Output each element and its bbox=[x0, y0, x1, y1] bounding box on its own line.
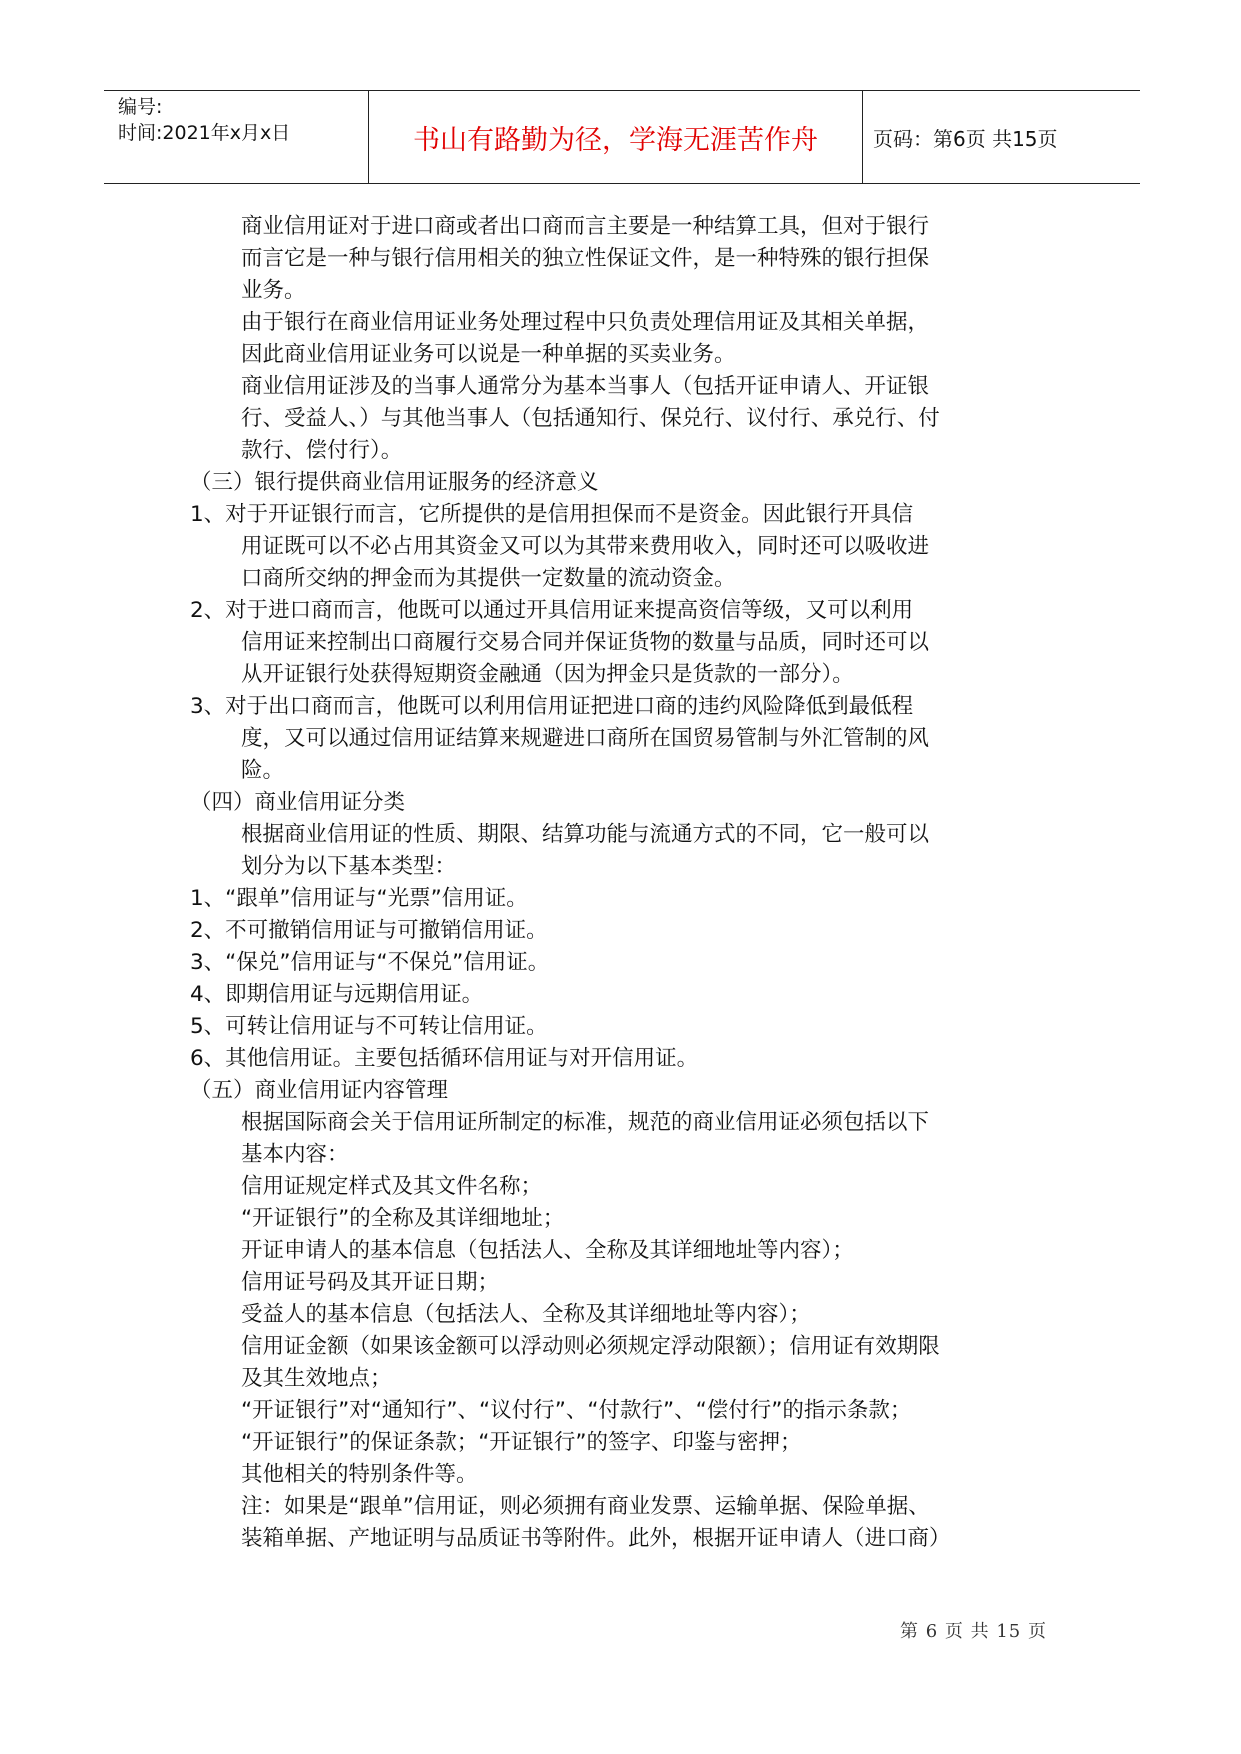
text-line: “开证银行”对“通知行”、“议付行”、“付款行”、“偿付行”的指示条款； bbox=[241, 1398, 912, 1423]
text-line: 及其生效地点； bbox=[241, 1366, 392, 1391]
text-line: 因此商业信用证业务可以说是一种单据的买卖业务。 bbox=[241, 342, 736, 367]
list-item: 5、可转让信用证与不可转让信用证。 bbox=[190, 1014, 548, 1039]
text-line: 根据国际商会关于信用证所制定的标准，规范的商业信用证必须包括以下 bbox=[241, 1110, 930, 1135]
header-meta bbox=[104, 91, 368, 183]
text-line: 度，又可以通过信用证结算来规避进口商所在国贸易管制与外汇管制的风 bbox=[241, 726, 930, 751]
list-item: 2、对于进口商而言，他既可以通过开具信用证来提高资信等级，又可以利用 bbox=[190, 598, 914, 623]
page-header bbox=[104, 90, 1140, 184]
list-item: 1、“跟单”信用证与“光票”信用证。 bbox=[190, 886, 528, 911]
page-info: 页码：第6页 共15页 bbox=[873, 126, 1058, 151]
text-line: 装箱单据、产地证明与品质证书等附件。此外，根据开证申请人（进口商） bbox=[241, 1526, 951, 1551]
text-line: 信用证金额（如果该金额可以浮动则必须规定浮动限额）；信用证有效期限 bbox=[241, 1334, 940, 1359]
text-line: 而言它是一种与银行信用相关的独立性保证文件，是一种特殊的银行担保 bbox=[241, 246, 930, 271]
text-line: 由于银行在商业信用证业务处理过程中只负责处理信用证及其相关单据， bbox=[241, 310, 930, 335]
text-line: 口商所交纳的押金而为其提供一定数量的流动资金。 bbox=[241, 566, 736, 591]
section-heading: （四）商业信用证分类 bbox=[190, 790, 406, 815]
text-line: 划分为以下基本类型： bbox=[241, 854, 457, 879]
text-line: 商业信用证涉及的当事人通常分为基本当事人（包括开证申请人、开证银 bbox=[241, 374, 930, 399]
text-line: 款行、偿付行）。 bbox=[241, 438, 403, 463]
list-item: 4、即期信用证与远期信用证。 bbox=[190, 982, 484, 1007]
text-line: “开证银行”的保证条款；“开证银行”的签字、印鉴与密押； bbox=[241, 1430, 802, 1455]
text-line: 从开证银行处获得短期资金融通（因为押金只是货款的一部分）。 bbox=[241, 662, 854, 687]
time-label: 时间:2021年x月x日 bbox=[118, 122, 291, 144]
text-line: 商业信用证对于进口商或者出口商而言主要是一种结算工具，但对于银行 bbox=[241, 214, 930, 239]
text-line: “开证银行”的全称及其详细地址； bbox=[241, 1206, 565, 1231]
text-line: 根据商业信用证的性质、期限、结算功能与流通方式的不同，它一般可以 bbox=[241, 822, 930, 847]
text-line: 行、受益人、）与其他当事人（包括通知行、保兑行、议付行、承兑行、付 bbox=[241, 406, 940, 431]
text-line: 其他相关的特别条件等。 bbox=[241, 1462, 478, 1487]
section-heading: （三）银行提供商业信用证服务的经济意义 bbox=[190, 470, 599, 495]
text-line: 开证申请人的基本信息（包括法人、全称及其详细地址等内容）； bbox=[241, 1238, 854, 1263]
text-line: 业务。 bbox=[241, 278, 306, 303]
list-item: 1、对于开证银行而言，它所提供的是信用担保而不是资金。因此银行开具信 bbox=[190, 502, 914, 527]
text-line: 信用证号码及其开证日期； bbox=[241, 1270, 500, 1295]
text-line: 受益人的基本信息（包括法人、全称及其详细地址等内容）； bbox=[241, 1302, 811, 1327]
section-heading: （五）商业信用证内容管理 bbox=[190, 1078, 449, 1103]
list-item: 6、其他信用证。主要包括循环信用证与对开信用证。 bbox=[190, 1046, 699, 1071]
page-footer: 第 6 页 共 15 页 bbox=[900, 1621, 1047, 1642]
text-line: 基本内容： bbox=[241, 1142, 349, 1167]
text-line: 险。 bbox=[241, 758, 285, 783]
text-line: 信用证规定样式及其文件名称； bbox=[241, 1174, 543, 1199]
list-item: 3、“保兑”信用证与“不保兑”信用证。 bbox=[190, 950, 550, 975]
list-item: 2、不可撤销信用证与可撤销信用证。 bbox=[190, 918, 548, 943]
document-body bbox=[190, 211, 1060, 1555]
text-line: 用证既可以不必占用其资金又可以为其带来费用收入，同时还可以吸收进 bbox=[241, 534, 930, 559]
motto: 书山有路勤为径，学海无涯苦作舟 bbox=[368, 91, 863, 183]
list-item: 3、对于出口商而言，他既可以利用信用证把进口商的违约风险降低到最低程 bbox=[190, 694, 914, 719]
number-label: 编号: bbox=[118, 96, 163, 118]
text-line: 注：如果是“跟单”信用证，则必须拥有商业发票、运输单据、保险单据、 bbox=[241, 1494, 930, 1519]
text-line: 信用证来控制出口商履行交易合同并保证货物的数量与品质，同时还可以 bbox=[241, 630, 930, 655]
